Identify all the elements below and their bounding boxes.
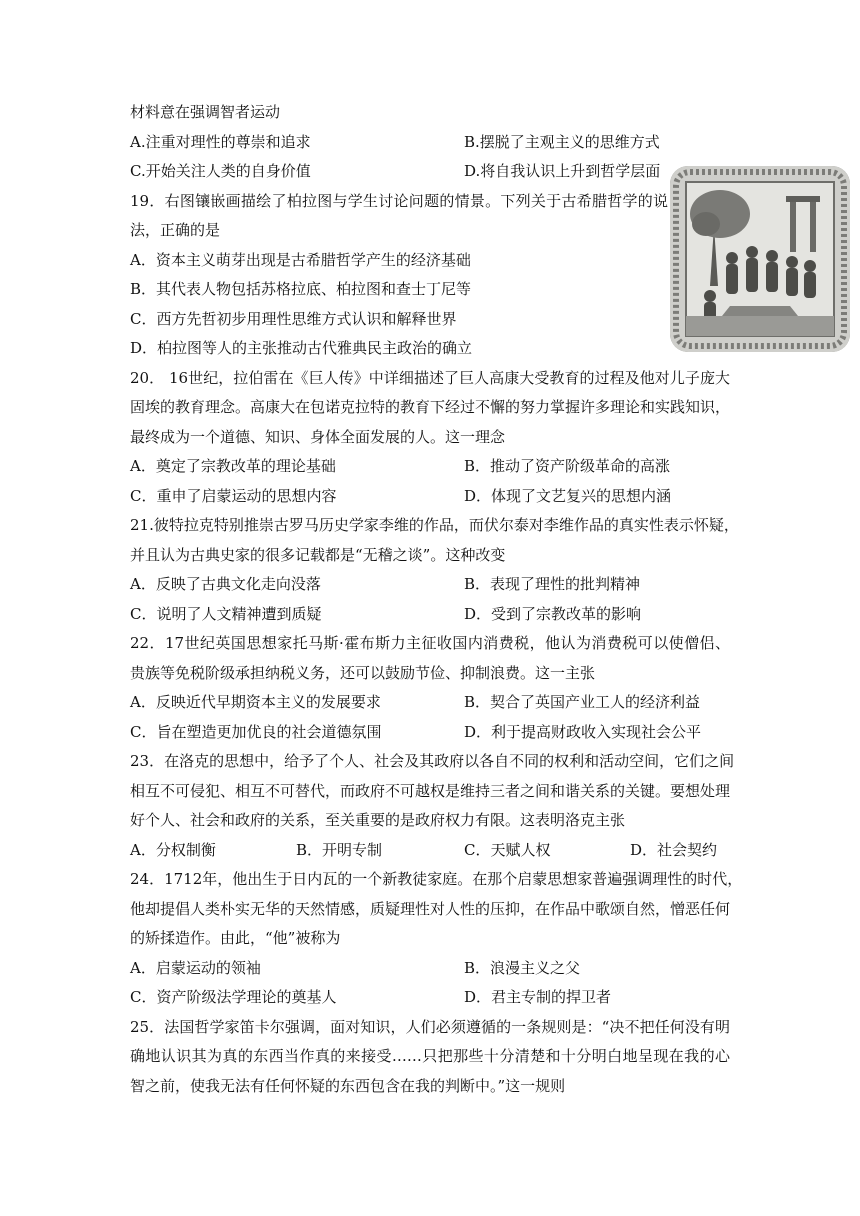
- q22-options-row-1: [130, 688, 730, 718]
- q21-option-b[interactable]: B．表现了理性的批判精神: [464, 575, 641, 593]
- q20-option-a[interactable]: A．奠定了宗教改革的理论基础: [130, 457, 336, 475]
- q21-stem-line-1: 21.彼特拉克特别推崇古罗马历史学家李维的作品，而伏尔泰对李维作品的真实性表示怀疑，: [130, 516, 739, 534]
- q23-stem-line-1: 23．在洛克的思想中，给予了个人、社会及其政府以各自不同的权利和活动空间，它们之间: [130, 752, 735, 770]
- q19-stem-line-1: 19．右图镶嵌画描绘了柏拉图与学生讨论问题的情景。下列关于古希腊哲学的说: [130, 191, 668, 210]
- q21-options-row-2: [130, 600, 730, 630]
- q23-stem-line-3: 好个人、社会和政府的关系，至关重要的是政府权力有限。这表明洛克主张: [130, 811, 626, 829]
- q24-stem-line-1: 24．1712年，他出生于日内瓦的一个新教徒家庭。在那个启蒙思想家普遍强调理性的时代，: [130, 870, 743, 888]
- q22-option-d[interactable]: D．利于提高财政收入实现社会公平: [464, 722, 702, 741]
- q24-option-a[interactable]: A．启蒙运动的领袖: [130, 958, 261, 977]
- q18-options-row-2: [130, 157, 730, 187]
- q19-option-b[interactable]: B．其代表人物包括苏格拉底、柏拉图和查士丁尼等: [130, 280, 472, 298]
- q22-option-c[interactable]: C．旨在塑造更加优良的社会道德氛围: [130, 722, 382, 741]
- exam-page: [130, 98, 743, 1101]
- q21-option-a[interactable]: A．反映了古典文化走向没落: [130, 575, 321, 593]
- q25-stem-line-1: 25．法国哲学家笛卡尔强调，面对知识，人们必须遵循的一条规则是：“决不把任何没有明: [130, 1017, 730, 1036]
- q21-options-row-1: [130, 570, 730, 600]
- q19-option-a[interactable]: A．资本主义萌芽出现是古希腊哲学产生的经济基础: [130, 250, 471, 269]
- q20-option-c[interactable]: C．重申了启蒙运动的思想内容: [130, 486, 337, 505]
- q19-stem-line-2: 法，正确的是: [130, 221, 221, 239]
- q20-option-d[interactable]: D．体现了文艺复兴的思想内涵: [464, 486, 672, 505]
- q18-option-a[interactable]: A.注重对理性的尊崇和追求: [130, 132, 311, 151]
- q18-options-row-1: [130, 128, 730, 158]
- q23-stem-line-2: 相互不可侵犯、相互不可替代，而政府不可越权是维持三者之间和谐关系的关键。要想处理: [130, 781, 731, 800]
- q18-option-b[interactable]: B.摆脱了主观主义的思维方式: [464, 132, 660, 151]
- q20-options-row-1: [130, 452, 730, 482]
- q23-options-row: [130, 836, 730, 866]
- q22-stem-line-1: 22．17世纪英国思想家托马斯·霍布斯力主征收国内消费税，他认为消费税可以使僧侣、: [130, 634, 730, 652]
- q23-option-b[interactable]: B．开明专制: [296, 840, 383, 859]
- q20-option-b[interactable]: B．推动了资产阶级革命的高涨: [464, 457, 671, 475]
- intro-fragment: 材料意在强调智者运动: [130, 103, 281, 121]
- q24-stem-line-3: 的矫揉造作。由此，“他”被称为: [130, 929, 341, 947]
- q24-options-row-2: [130, 983, 730, 1013]
- q23-option-a[interactable]: A．分权制衡: [130, 840, 216, 859]
- q23-option-c[interactable]: C．天赋人权: [464, 840, 551, 859]
- q24-stem-line-2: 他却提倡人类朴实无华的天然情感，质疑理性对人性的压抑，在作品中歌颂自然，憎恶任何: [130, 899, 731, 918]
- q20-options-row-2: [130, 482, 730, 512]
- q25-stem-line-3: 智之前，使我无法有任何怀疑的东西包含在我的判断中。”这一规则: [130, 1076, 566, 1095]
- q24-option-b[interactable]: B．浪漫主义之父: [464, 958, 581, 977]
- q25-stem-line-2: 确地认识其为真的东西当作真的来接受……只把那些十分清楚和十分明白地呈现在我的心: [130, 1047, 730, 1065]
- q21-option-c[interactable]: C．说明了人文精神遭到质疑: [130, 604, 322, 623]
- q20-stem-line-2: 固埃的教育理念。高康大在包诺克拉特的教育下经过不懈的努力掌握许多理论和实践知识，: [130, 398, 731, 416]
- q19-option-c[interactable]: C．西方先哲初步用理性思维方式认识和解释世界: [130, 309, 457, 328]
- q23-option-d[interactable]: D．社会契约: [630, 840, 718, 859]
- q24-option-d[interactable]: D．君主专制的捍卫者: [464, 988, 612, 1006]
- q22-option-b[interactable]: B．契合了英国产业工人的经济利益: [464, 693, 701, 711]
- q24-options-row-1: [130, 954, 730, 984]
- q21-option-d[interactable]: D．受到了宗教改革的影响: [464, 604, 642, 623]
- q22-option-a[interactable]: A．反映近代早期资本主义的发展要求: [130, 693, 381, 711]
- q19-option-d[interactable]: D．柏拉图等人的主张推动古代雅典民主政治的确立: [130, 339, 473, 357]
- q24-option-c[interactable]: C．资产阶级法学理论的奠基人: [130, 988, 337, 1006]
- q18-option-c[interactable]: C.开始关注人类的自身价值: [130, 162, 311, 180]
- q22-stem-line-2: 贵族等免税阶级承担纳税义务，还可以鼓励节俭、抑制浪费。这一主张: [130, 663, 596, 682]
- q21-stem-line-2: 并且认为古典史家的很多记载都是“无稽之谈”。这种改变: [130, 545, 506, 564]
- q18-option-d[interactable]: D.将自我认识上升到哲学层面: [464, 162, 661, 180]
- q22-options-row-2: [130, 718, 730, 748]
- q20-stem-line-1: 20． 16世纪，拉伯雷在《巨人传》中详细描述了巨人高康大受教育的过程及他对儿子庞大: [130, 368, 730, 387]
- q20-stem-line-3: 最终成为一个道德、知识、身体全面发展的人。这一理念: [130, 427, 506, 446]
